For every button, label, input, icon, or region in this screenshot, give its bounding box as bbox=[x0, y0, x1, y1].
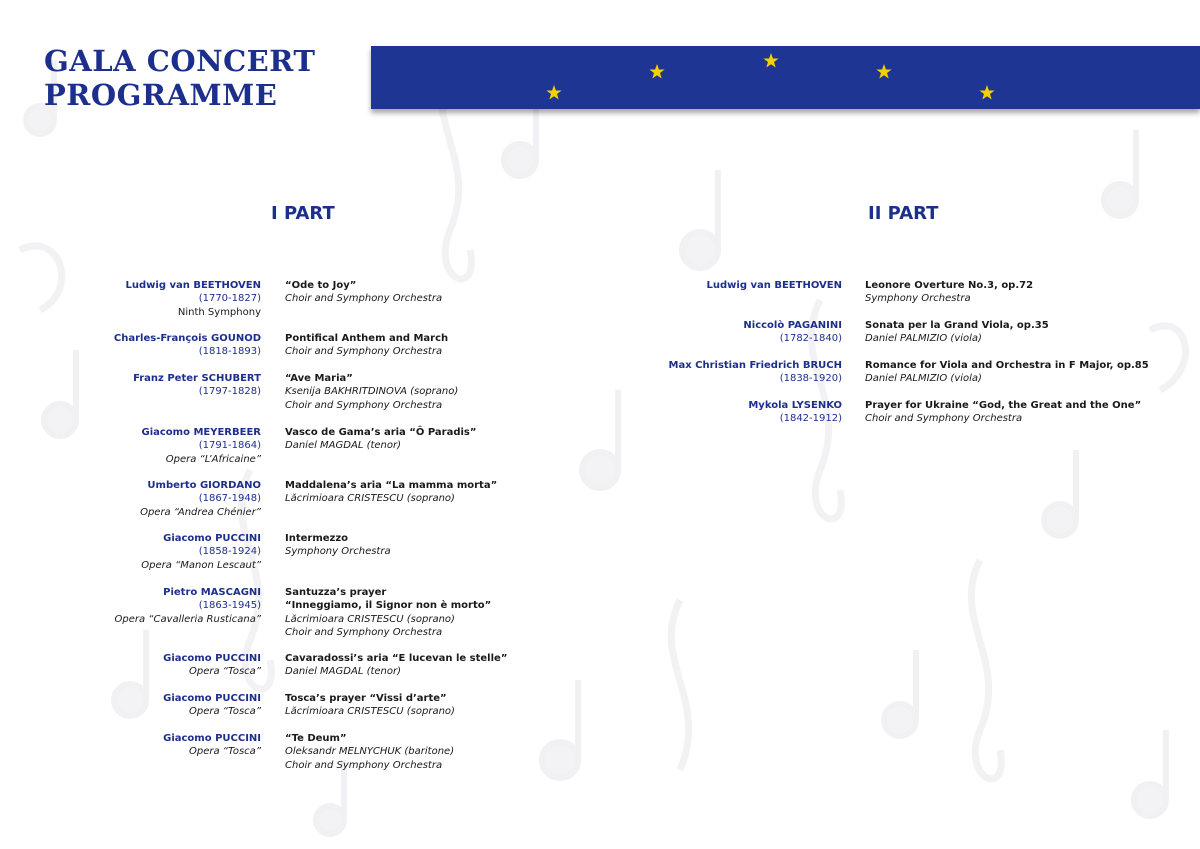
performer: Choir and Symphony Orchestra bbox=[285, 346, 443, 358]
performer: Choir and Symphony Orchestra bbox=[285, 759, 443, 771]
opera-title: Opera “Tosca” bbox=[189, 746, 261, 758]
star-icon bbox=[979, 85, 994, 100]
star-icon bbox=[763, 53, 778, 68]
work-title: Cavaradossi’s aria “E lucevan le stelle” bbox=[285, 653, 508, 664]
composer-name: Ludwig van BEETHOVEN bbox=[125, 280, 261, 291]
composer-years: (1838-1920) bbox=[779, 373, 842, 385]
stars-decoration bbox=[371, 46, 1200, 109]
composer-name: Max Christian Friedrich BRUCH bbox=[668, 360, 842, 371]
composer-years: (1782-1840) bbox=[779, 333, 842, 345]
performer: Daniel PALMIZIO (viola) bbox=[865, 373, 982, 385]
work-title: Prayer for Ukraine “God, the Great and the One” bbox=[865, 400, 1142, 411]
performer: Daniel PALMIZIO (viola) bbox=[865, 333, 982, 345]
performer: Choir and Symphony Orchestra bbox=[285, 399, 443, 411]
page-title bbox=[44, 44, 315, 112]
work-title: Pontifical Anthem and March bbox=[285, 333, 449, 344]
work-title: Intermezzo bbox=[285, 533, 349, 544]
star-icon bbox=[649, 64, 664, 79]
performer: Daniel MAGDAL (tenor) bbox=[285, 440, 402, 452]
opera-title: Opera “Manon Lescaut” bbox=[141, 559, 261, 571]
work-title: Santuzza’s prayer bbox=[285, 587, 387, 598]
work-title: Sonata per la Grand Viola, op.35 bbox=[865, 320, 1049, 331]
performer: Choir and Symphony Orchestra bbox=[865, 413, 1023, 425]
work-title: “Ave Maria” bbox=[285, 373, 353, 384]
work-subtitle: Ninth Symphony bbox=[177, 306, 261, 318]
performer: Lăcrimioara CRISTESCU (soprano) bbox=[285, 706, 455, 718]
composer-years: (1797-1828) bbox=[198, 386, 261, 398]
star-icon bbox=[876, 64, 891, 79]
composer-years: (1867-1948) bbox=[198, 493, 261, 505]
composer-years: (1770-1827) bbox=[198, 293, 261, 305]
title-line-1: GALA CONCERT bbox=[44, 44, 316, 78]
composer-years: (1791-1864) bbox=[198, 440, 261, 452]
composer-name: Franz Peter SCHUBERT bbox=[133, 373, 261, 384]
opera-title: Opera “L’Africaine” bbox=[165, 453, 261, 465]
composer-name: Niccolò PAGANINI bbox=[743, 320, 842, 331]
composer-name: Umberto GIORDANO bbox=[147, 480, 261, 491]
performer: Oleksandr MELNYCHUK (baritone) bbox=[285, 746, 455, 758]
performer: Lăcrimioara CRISTESCU (soprano) bbox=[285, 613, 455, 625]
work-title: “Inneggiamo, il Signor non è morto” bbox=[285, 600, 492, 612]
performer: Choir and Symphony Orchestra bbox=[285, 627, 443, 639]
composer-name: Giacomo PUCCINI bbox=[163, 653, 261, 664]
work-title: Vasco de Gama’s aria “Ô Paradis” bbox=[285, 427, 477, 438]
composer-name: Giacomo MEYERBEER bbox=[141, 427, 261, 438]
eu-flag-banner bbox=[371, 46, 1200, 109]
work-title: “Te Deum” bbox=[285, 733, 347, 744]
composer-years: (1818-1893) bbox=[198, 346, 261, 358]
work-title: Leonore Overture No.3, op.72 bbox=[865, 280, 1034, 291]
opera-title: Opera “Andrea Chénier” bbox=[140, 506, 261, 518]
performer: Ksenija BAKHRITDINOVA (soprano) bbox=[285, 386, 459, 398]
performer: Daniel MAGDAL (tenor) bbox=[285, 666, 402, 678]
performer: Choir and Symphony Orchestra bbox=[285, 293, 443, 305]
performer: Lăcrimioara CRISTESCU (soprano) bbox=[285, 493, 455, 505]
work-title: Maddalena’s aria “La mamma morta” bbox=[285, 480, 498, 491]
opera-title: Opera “Tosca” bbox=[189, 706, 261, 718]
composer-name: Charles-François GOUNOD bbox=[113, 333, 261, 344]
star-icon bbox=[546, 85, 561, 100]
composer-years: (1842-1912) bbox=[779, 413, 842, 425]
part-1-heading: I PART bbox=[271, 203, 335, 224]
work-title: “Ode to Joy” bbox=[285, 280, 357, 291]
composer-name: Pietro MASCAGNI bbox=[163, 587, 261, 598]
composer-name: Mykola LYSENKO bbox=[748, 400, 842, 411]
performer: Symphony Orchestra bbox=[285, 546, 391, 558]
work-title: Romance for Viola and Orchestra in F Major, op.85 bbox=[865, 360, 1149, 371]
composer-name: Giacomo PUCCINI bbox=[163, 533, 261, 544]
opera-title: Opera “Tosca” bbox=[189, 666, 261, 678]
part-2-heading: II PART bbox=[868, 203, 939, 224]
opera-title: Opera “Cavalleria Rusticana” bbox=[114, 613, 261, 625]
composer-name: Ludwig van BEETHOVEN bbox=[706, 280, 842, 291]
composer-years: (1863-1945) bbox=[198, 600, 261, 612]
composer-name: Giacomo PUCCINI bbox=[163, 733, 261, 744]
title-line-2: PROGRAMME bbox=[44, 78, 278, 112]
composer-years: (1858-1924) bbox=[198, 546, 261, 558]
composer-name: Giacomo PUCCINI bbox=[163, 693, 261, 704]
work-title: Tosca’s prayer “Vissi d’arte” bbox=[285, 693, 447, 704]
performer: Symphony Orchestra bbox=[865, 293, 971, 305]
